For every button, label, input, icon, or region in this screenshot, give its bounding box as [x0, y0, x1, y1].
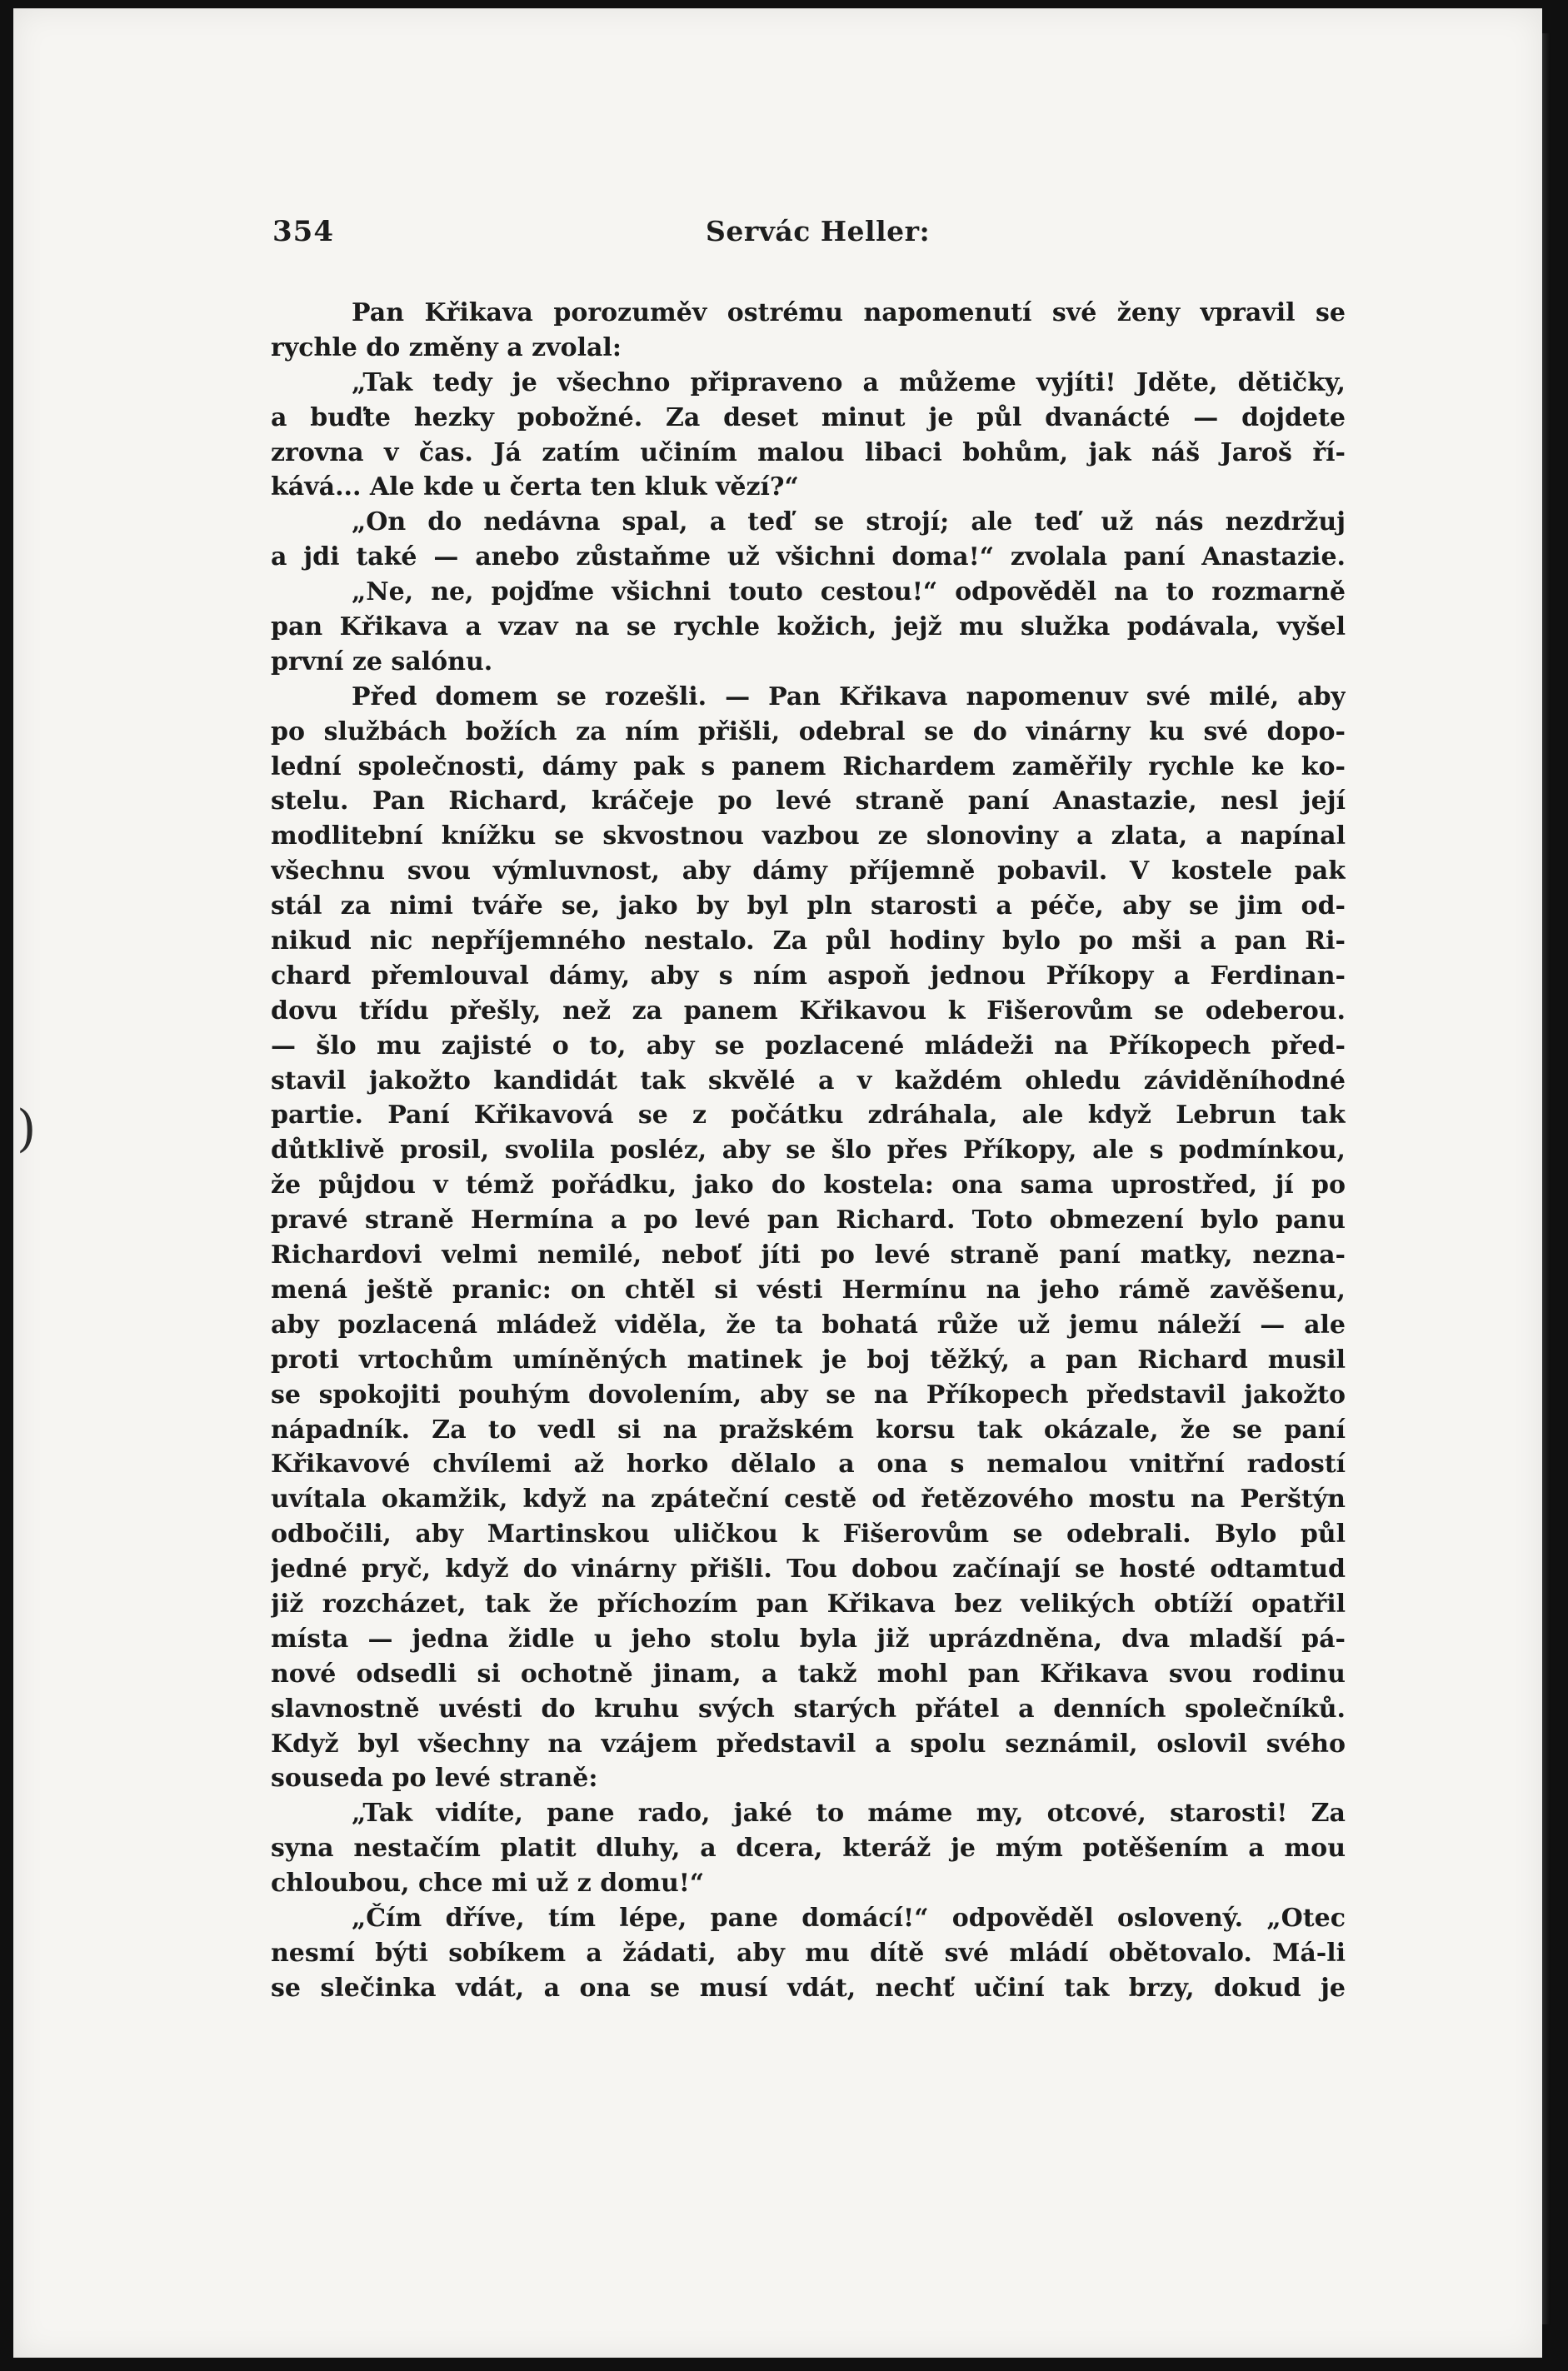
text-line: důtklivě prosil, svolila posléz, aby se šlo přes Příkopy, ale s podmínkou,: [271, 1136, 1346, 1166]
page-edge-shadow: [1542, 33, 1551, 2324]
text-line: se spokojiti pouhým dovolením, aby se na Příkopech představil jakožto: [271, 1380, 1346, 1410]
text-line: „Čím dříve, tím lépe, pane domácí!“ odpověděl oslovený. „Otec: [352, 1903, 1346, 1933]
page-number: 354: [272, 215, 334, 248]
text-line: a buďte hezky pobožné. Za deset minut je půl dvanácté — dojdete: [271, 402, 1346, 432]
text-line: slavnostně uvésti do kruhu svých starých přátel a denních společníků.: [271, 1694, 1346, 1724]
text-line: „Tak vidíte, pane rado, jaké to máme my, otcové, starosti! Za: [352, 1799, 1346, 1829]
text-line: modlitební knížku se skvostnou vazbou ze slonoviny a zlata, a napínal: [271, 821, 1346, 851]
text-line: Křikavové chvílemi až horko dělalo a ona s nemalou vnitřní radostí: [271, 1450, 1346, 1480]
text-line: dovu třídu přešly, než za panem Křikavou k Fišerovům se odeberou.: [271, 996, 1346, 1026]
text-line: všechnu svou výmluvnost, aby dámy příjemně pobavil. V kostele pak: [271, 856, 1346, 886]
text-line: „Tak tedy je všechno připraveno a můžeme vyjíti! Jděte, dětičky,: [352, 367, 1346, 397]
text-line: mená ještě pranic: on chtěl si vésti Hermínu na jeho rámě zavěšenu,: [271, 1275, 1346, 1305]
text-line: a jdi také — anebo zůstaňme už všichni doma!“ zvolala paní Anastazie.: [271, 542, 1346, 572]
text-line: chard přemlouval dámy, aby s ním aspoň jednou Příkopy a Ferdinan-: [271, 961, 1346, 991]
text-line: lední společnosti, dámy pak s panem Richardem zaměřily rychle ke ko-: [271, 751, 1346, 781]
text-line: nápadník. Za to vedl si na pražském korsu tak okázale, že se paní: [271, 1415, 1346, 1445]
text-line: se slečinka vdát, a ona se musí vdát, nechť učiní tak brzy, dokud je: [271, 1973, 1346, 2003]
binding-bracket-mark: ): [17, 1100, 37, 1158]
text-line: proti vrtochům umíněných matinek je boj těžký, a pan Richard musil: [271, 1345, 1346, 1375]
text-line: Když byl všechny na vzájem představil a spolu seznámil, oslovil svého: [271, 1729, 1346, 1759]
text-line: jedné pryč, když do vinárny přišli. Tou dobou začínají se hosté odtamtud: [271, 1555, 1346, 1585]
text-line: po službách božích za ním přišli, odebral se do vinárny ku své dopo-: [271, 716, 1346, 746]
text-line: že půjdou v témž pořádku, jako do kostela: ona sama uprostřed, jí po: [271, 1171, 1346, 1200]
text-line: chloubou, chce mi už z domu!“: [271, 1869, 705, 1899]
text-line: Před domem se rozešli. — Pan Křikava napomenuv své milé, aby: [352, 681, 1346, 711]
text-line: aby pozlacená mládež viděla, že ta bohatá růže už jemu náleží — ale: [271, 1310, 1346, 1340]
text-line: místa — jedna židle u jeho stolu byla již uprázdněna, dva mladší pá-: [271, 1624, 1346, 1654]
text-line: kává... Ale kde u čerta ten kluk vězí?“: [271, 472, 799, 502]
text-line: pan Křikava a vzav na se rychle kožich, jejž mu služka podávala, vyšel: [271, 612, 1346, 642]
text-line: uvítala okamžik, když na zpáteční cestě od řetězového mostu na Perštýn: [271, 1485, 1346, 1515]
text-line: — šlo mu zajisté o to, aby se pozlacené mládeži na Příkopech před-: [271, 1031, 1346, 1061]
text-line: pravé straně Hermína a po levé pan Richard. Toto obmezení bylo panu: [271, 1205, 1346, 1235]
running-head: Servác Heller:: [706, 215, 931, 247]
page-header: [272, 215, 1347, 257]
text-line: stál za nimi tváře se, jako by byl pln starosti a péče, aby se jim od-: [271, 891, 1346, 921]
text-line: partie. Paní Křikavová se z počátku zdráhala, ale když Lebrun tak: [271, 1101, 1346, 1131]
text-line: první ze salónu.: [271, 646, 493, 676]
text-line: stavil jakožto kandidát tak skvělé a v každém ohledu záviděníhodné: [271, 1066, 1346, 1096]
text-line: „Ne, ne, pojďme všichni touto cestou!“ odpověděl na to rozmarně: [352, 577, 1346, 607]
text-line: syna nestačím platit dluhy, a dcera, kteráž je mým potěšením a mou: [271, 1834, 1346, 1864]
text-line: rychle do změny a zvolal:: [271, 332, 622, 362]
text-line: stelu. Pan Richard, kráčeje po levé straně paní Anastazie, nesl její: [271, 786, 1346, 816]
text-line: Richardovi velmi nemilé, neboť jíti po levé straně paní matky, nezna-: [271, 1240, 1346, 1270]
text-line: již rozcházet, tak že příchozím pan Křikava bez velikých obtíží opatřil: [271, 1589, 1346, 1619]
text-line: souseda po levé straně:: [271, 1764, 598, 1794]
text-line: odbočili, aby Martinskou uličkou k Fišerovům se odebrali. Bylo půl: [271, 1520, 1346, 1550]
text-line: zrovna v čas. Já zatím učiním malou libaci bohům, jak náš Jaroš ří-: [271, 437, 1346, 467]
text-line: nesmí býti sobíkem a žádati, aby mu dítě své mládí obětovalo. Má-li: [271, 1938, 1346, 1968]
text-line: nikud nic nepříjemného nestalo. Za půl hodiny bylo po mši a pan Ri-: [271, 926, 1346, 956]
text-line: „On do nedávna spal, a teď se strojí; ale teď už nás nezdržuj: [352, 507, 1346, 537]
text-line: Pan Křikava porozuměv ostrému napomenutí své ženy vpravil se: [352, 298, 1346, 327]
text-line: nové odsedli si ochotně jinam, a takž mohl pan Křikava svou rodinu: [271, 1659, 1346, 1689]
body-text: [271, 296, 1346, 2006]
